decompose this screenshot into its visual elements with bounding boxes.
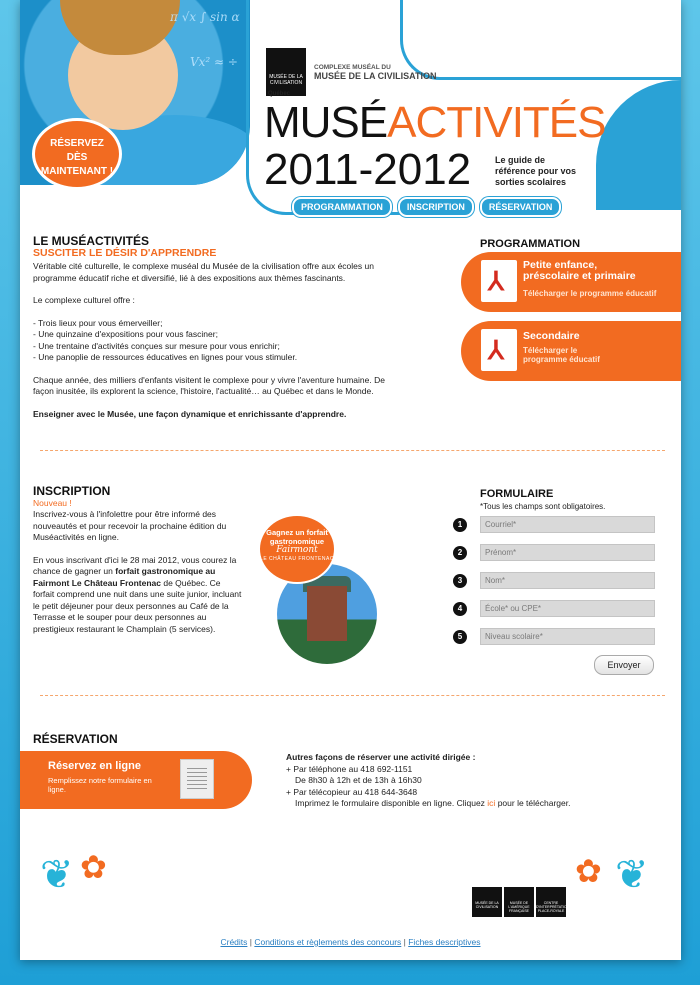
footer-logos: [472, 887, 570, 917]
museactivites-section: [33, 236, 405, 431]
decor-swirl-left: ✿: [80, 849, 107, 885]
paragraph: Véritable cité culturelle, le complexe muséal du Musée de la civilisation offre aux écoles un programme éducatif riche et diversifié, lié à des expositions aux thèmes fascinants.: [33, 261, 374, 283]
step-number: 4: [453, 602, 467, 616]
museum-logo: MUSÉE DE LA CIVILISATION: [266, 48, 306, 96]
form-heading: FORMULAIRE: [480, 488, 554, 500]
fact-sheets-link[interactable]: Fiches descriptives: [408, 937, 481, 947]
paragraph: Inscrivez-vous à l'infolettre pour être informé des nouveautés et pour recevoir la prochaine édition du Muséactivités en ligne.: [33, 509, 227, 542]
section-divider: [40, 695, 665, 696]
step-number: 3: [453, 574, 467, 588]
pdf-icon: [481, 260, 517, 302]
pdf-icon: [481, 329, 517, 371]
math-doodle: π √x ∫ sin α: [170, 10, 240, 24]
submit-button[interactable]: Envoyer: [594, 655, 654, 675]
step-number: 2: [453, 546, 467, 560]
card-text: Remplissez notre formulaire en ligne.: [48, 776, 152, 794]
section-heading: LE MUSÉACTIVITÉS: [33, 234, 150, 248]
contest-rules-link[interactable]: Conditions et règlements des concours: [254, 937, 402, 947]
museum-logo[interactable]: CENTRE D'INTERPRÉTATION PLACE-ROYALE: [536, 887, 566, 917]
quebec-logo: Québec: [268, 91, 291, 97]
step-number: 5: [453, 630, 467, 644]
header-frame-line: [400, 0, 681, 80]
program-secondary-card[interactable]: [461, 321, 681, 381]
program-primary-card[interactable]: [461, 252, 681, 312]
list-item: - Une trentaine d'activités conçues sur mesure pour vous enrichir;: [33, 340, 280, 351]
museum-logo-text: COMPLEXE MUSÉAL DU MUSÉE DE LA CIVILISATION: [314, 64, 437, 81]
card-title: Réservez en ligne: [48, 760, 141, 772]
card-title: Petite enfance, préscolaire et primaire: [523, 259, 636, 282]
reserve-now-badge[interactable]: RÉSERVEZ DÈS MAINTENANT !: [32, 118, 122, 190]
page-title-year: 2011-2012: [264, 145, 472, 194]
paragraph: Chaque année, des milliers d'enfants visitent le complexe pour y vivre l'aventure humaine. De façon inusitée, ils explorent la science, l'histoire, l'actualité… au Québec et dans le Monde.: [33, 374, 385, 396]
decor-swirl-right: ✿: [575, 853, 602, 889]
page-container: [20, 0, 681, 960]
list-item: - Trois lieux pour vous émerveiller;: [33, 317, 163, 328]
decor-swirl-right: ❦: [615, 853, 649, 897]
list-item: - Une quinzaine d'expositions pour vous fasciner;: [33, 329, 218, 339]
footer-links: Crédits | Conditions et règlements des concours | Fiches descriptives: [220, 937, 481, 947]
museum-logo[interactable]: MUSÉE DE LA CIVILISATION: [472, 887, 502, 917]
other-reservation-methods: Autres façons de réserver une activité dirigée : + Par téléphone au 418 692-1151 De 8h30 à 12h et de 13h à 16h30 + Par télécopieur au 418 644-3648 Imprimez le formulaire disponible en ligne. Cliquez ici pour le télécharger.: [286, 752, 571, 808]
lastname-field[interactable]: Nom*: [480, 572, 655, 589]
page-subtitle: Le guide de référence pour vos sorties scolaires: [495, 155, 577, 187]
contest-paragraph: En vous inscrivant d'ici le 28 mai 2012, vous courez la chance de gagner un forfait gastronomique au Fairmont Le Château Frontenac de Québec. Ce forfait comprend une nuit dans une suite junior, incluant le petit déjeuner pour deux personnes au Café de la Terrasse et le souper pour deux personnes au prestigieux restaurant le Champlain (5 services).: [33, 554, 242, 634]
nav-inscription[interactable]: INSCRIPTION: [398, 197, 474, 217]
nav-reservation[interactable]: RÉSERVATION: [480, 197, 562, 217]
tagline: Enseigner avec le Musée, une façon dynamique et enrichissante d'apprendre.: [33, 408, 347, 419]
math-doodle: Vx² ≈ ÷: [190, 55, 238, 69]
reserve-online-card[interactable]: [20, 751, 252, 809]
download-link[interactable]: Télécharger le programme éducatif: [523, 346, 600, 364]
page-title: MUSÉACTIVITÉS: [264, 98, 606, 147]
document-icon: [180, 759, 214, 799]
list-item: - Une panoplie de ressources éducatives en lignes pour vous stimuler.: [33, 352, 298, 362]
offer-list: [33, 318, 405, 364]
step-number: 1: [453, 518, 467, 532]
programmation-heading: PROGRAMMATION: [480, 238, 581, 250]
paragraph: Le complexe culturel offre :: [33, 295, 135, 305]
decor-swirl-left: ❦: [40, 853, 74, 897]
section-heading: INSCRIPTION: [33, 484, 111, 498]
download-link[interactable]: Télécharger le programme éducatif: [523, 289, 657, 298]
nav-programmation[interactable]: PROGRAMMATION: [292, 197, 392, 217]
museum-logo[interactable]: MUSÉE DE L'AMÉRIQUE FRANÇAISE: [504, 887, 534, 917]
fairmont-logo: Fairmont: [276, 545, 318, 555]
download-form-link[interactable]: ici: [487, 798, 496, 808]
header-decor-blob: [596, 80, 681, 210]
section-divider: [40, 450, 665, 451]
grade-level-field[interactable]: Niveau scolaire*: [480, 628, 655, 645]
new-label: Nouveau !: [33, 497, 72, 508]
credits-link[interactable]: Crédits: [220, 937, 248, 947]
school-field[interactable]: École* ou CPE*: [480, 600, 655, 617]
firstname-field[interactable]: Prénom*: [480, 544, 655, 561]
card-title: Secondaire: [523, 330, 580, 342]
inscription-section: [33, 486, 243, 646]
email-field[interactable]: Courriel*: [480, 516, 655, 533]
contest-badge: Gagnez un forfait gastronomique Fairmont LE CHÂTEAU FRONTENAC: [258, 514, 336, 584]
section-subheading: SUSCITER LE DÉSIR D'APPRENDRE: [33, 246, 217, 259]
reservation-heading: RÉSERVATION: [33, 732, 118, 746]
form-note: *Tous les champs sont obligatoires.: [480, 502, 606, 511]
header-nav: [292, 197, 561, 217]
